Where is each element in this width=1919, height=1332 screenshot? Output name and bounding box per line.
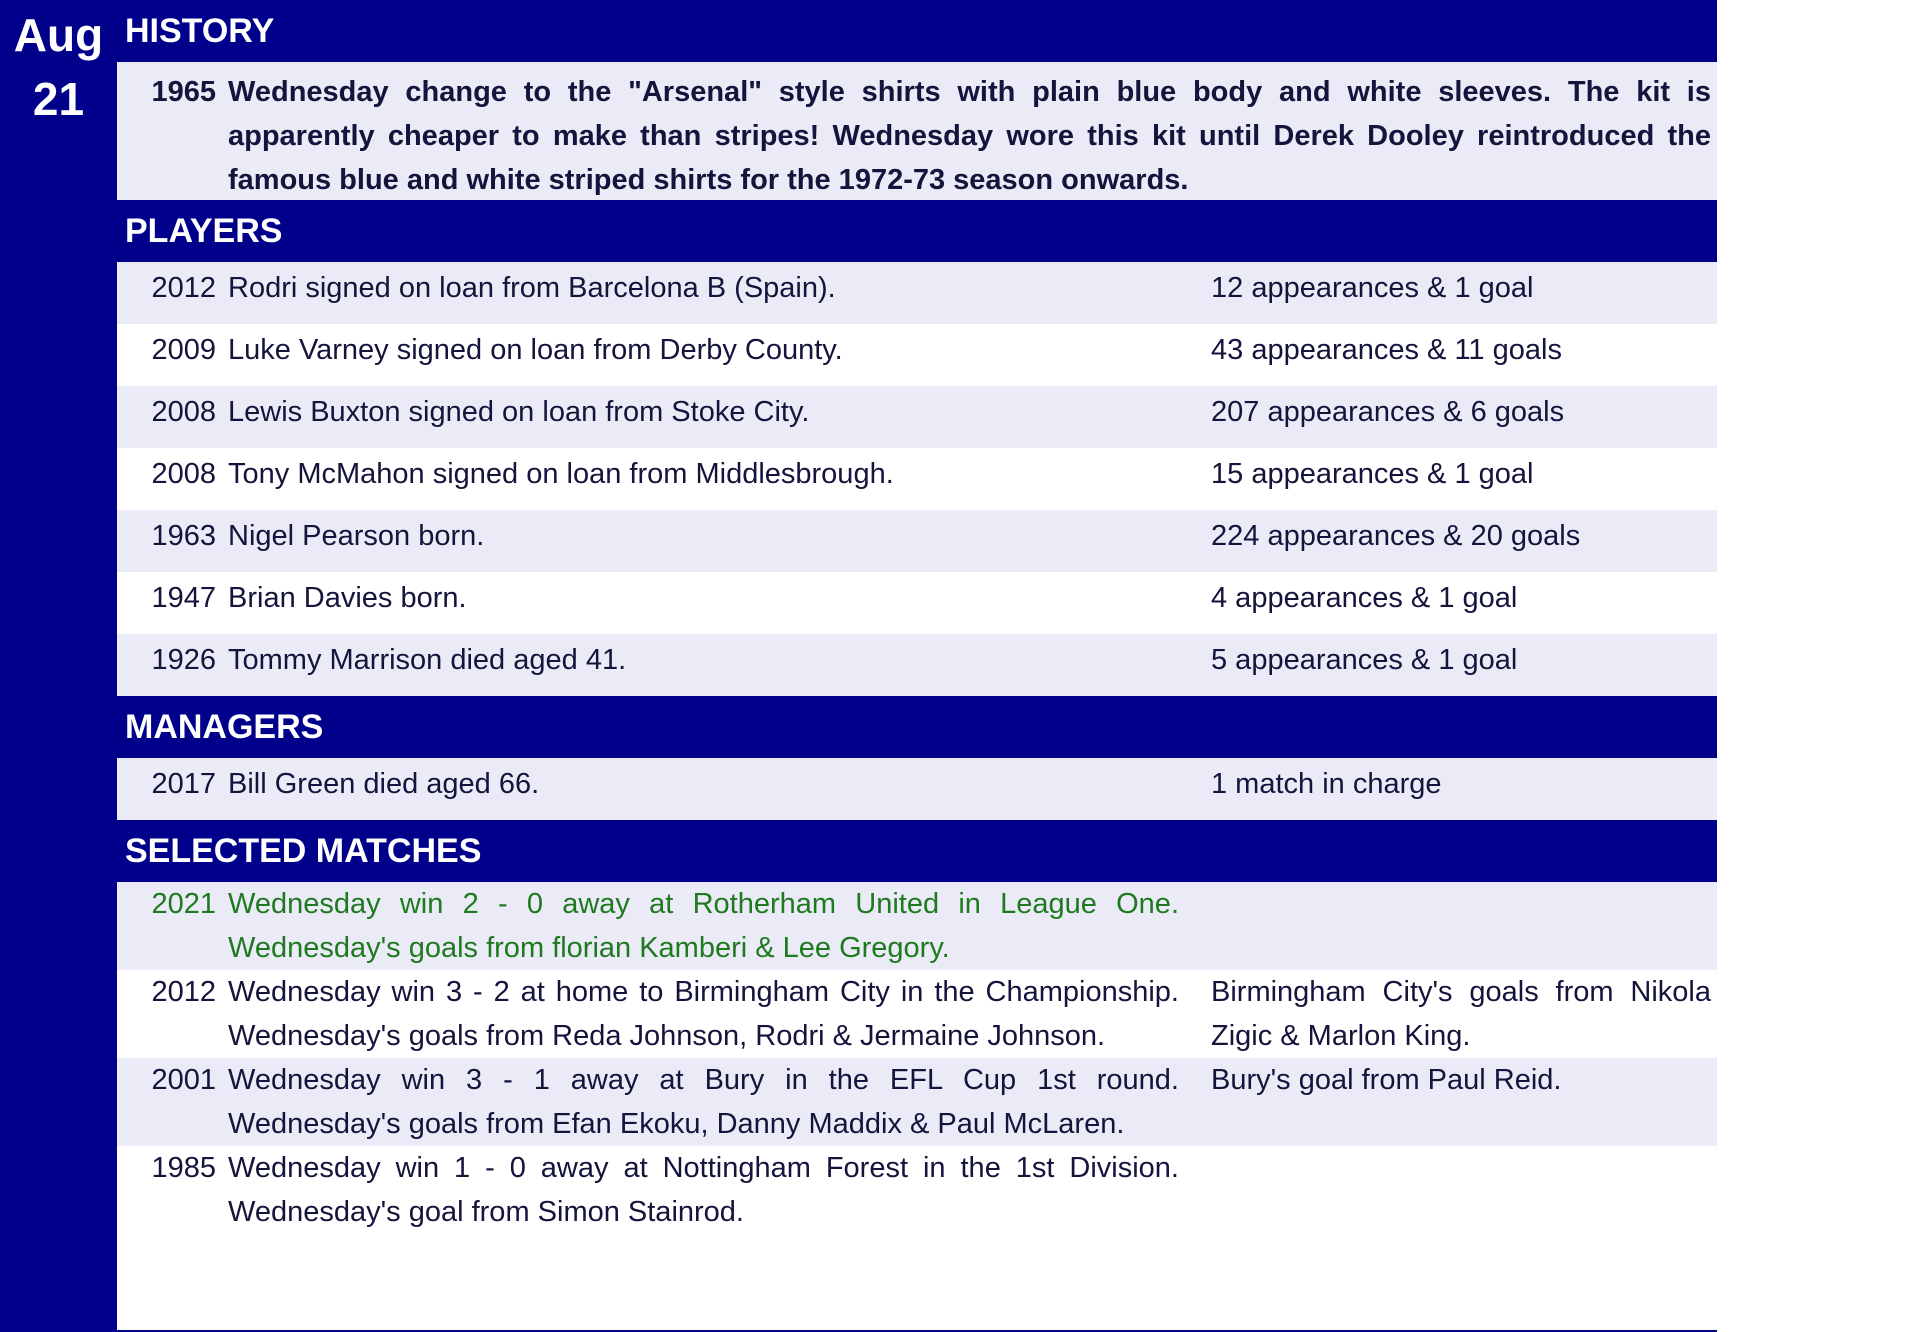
player-year: 2008 (151, 458, 216, 490)
player-stats: 12 appearances & 1 goal (1211, 272, 1534, 304)
managers-header: MANAGERS (117, 696, 1717, 758)
player-stats: 15 appearances & 1 goal (1211, 458, 1534, 490)
player-row (117, 510, 1717, 572)
match-row (117, 1146, 1717, 1234)
players-header: PLAYERS (117, 200, 1717, 262)
player-year: 1947 (151, 582, 216, 614)
player-text: Brian Davies born. (228, 582, 467, 614)
matches-header: SELECTED MATCHES (117, 820, 1717, 882)
player-year: 1963 (151, 520, 216, 552)
manager-stats: 1 match in charge (1211, 768, 1442, 800)
player-year: 2009 (151, 334, 216, 366)
player-stats: 224 appearances & 20 goals (1211, 520, 1581, 552)
player-stats: 5 appearances & 1 goal (1211, 644, 1518, 676)
match-text: Wednesday win 3 - 2 at home to Birmingham City in the Championship. Wednesday's goals from Reda Johnson, Rodri & Jermaine Johnson. (228, 976, 1179, 1052)
match-opponent-scorers (1189, 882, 1717, 970)
match-opponent-scorers: Birmingham City's goals from Nikola Zigic & Marlon King. (1211, 976, 1711, 1052)
history-year: 1965 (151, 76, 216, 108)
date-day: 21 (32, 73, 85, 125)
player-text: Tony McMahon signed on loan from Middlesbrough. (228, 458, 894, 490)
match-year: 1985 (151, 1152, 216, 1184)
content (117, 0, 1717, 1234)
match-year: 2001 (151, 1064, 216, 1096)
match-row (117, 970, 1717, 1058)
player-text: Rodri signed on loan from Barcelona B (Spain). (228, 272, 836, 304)
player-row (117, 262, 1717, 324)
player-row (117, 634, 1717, 696)
manager-year: 2017 (151, 768, 216, 800)
player-text: Tommy Marrison died aged 41. (228, 644, 627, 676)
player-row (117, 324, 1717, 386)
player-text: Nigel Pearson born. (228, 520, 485, 552)
history-row (117, 62, 1717, 200)
match-row (117, 882, 1717, 970)
match-row (117, 1058, 1717, 1146)
history-header: HISTORY (117, 0, 1717, 62)
date-month: Aug (13, 9, 104, 61)
match-year: 2021 (151, 888, 216, 920)
player-year: 2008 (151, 396, 216, 428)
manager-row (117, 758, 1717, 820)
player-row (117, 572, 1717, 634)
manager-text: Bill Green died aged 66. (228, 768, 540, 800)
player-year: 1926 (151, 644, 216, 676)
history-text: Wednesday change to the "Arsenal" style shirts with plain blue body and white sleeves. The kit is apparently cheaper to make than stripes! Wednesday wore this kit until Derek Dooley reintroduced the famous blue and white striped shirts for the 1972-73 season onwards. (228, 76, 1711, 196)
player-stats: 4 appearances & 1 goal (1211, 582, 1518, 614)
match-year: 2012 (151, 976, 216, 1008)
player-row (117, 386, 1717, 448)
date-column (0, 0, 117, 1332)
player-row (117, 448, 1717, 510)
match-opponent-scorers: Bury's goal from Paul Reid. (1211, 1064, 1562, 1096)
match-text: Wednesday win 1 - 0 away at Nottingham Forest in the 1st Division. Wednesday's goal from Simon Stainrod. (228, 1152, 1179, 1228)
player-stats: 43 appearances & 11 goals (1211, 334, 1562, 366)
match-text: Wednesday win 2 - 0 away at Rotherham United in League One. Wednesday's goals from florian Kamberi & Lee Gregory. (228, 888, 1179, 964)
player-year: 2012 (151, 272, 216, 304)
match-opponent-scorers (1189, 1146, 1717, 1234)
player-text: Lewis Buxton signed on loan from Stoke City. (228, 396, 810, 428)
match-text: Wednesday win 3 - 1 away at Bury in the EFL Cup 1st round. Wednesday's goals from Efan Ekoku, Danny Maddix & Paul McLaren. (228, 1064, 1179, 1140)
player-stats: 207 appearances & 6 goals (1211, 396, 1565, 428)
player-text: Luke Varney signed on loan from Derby County. (228, 334, 843, 366)
